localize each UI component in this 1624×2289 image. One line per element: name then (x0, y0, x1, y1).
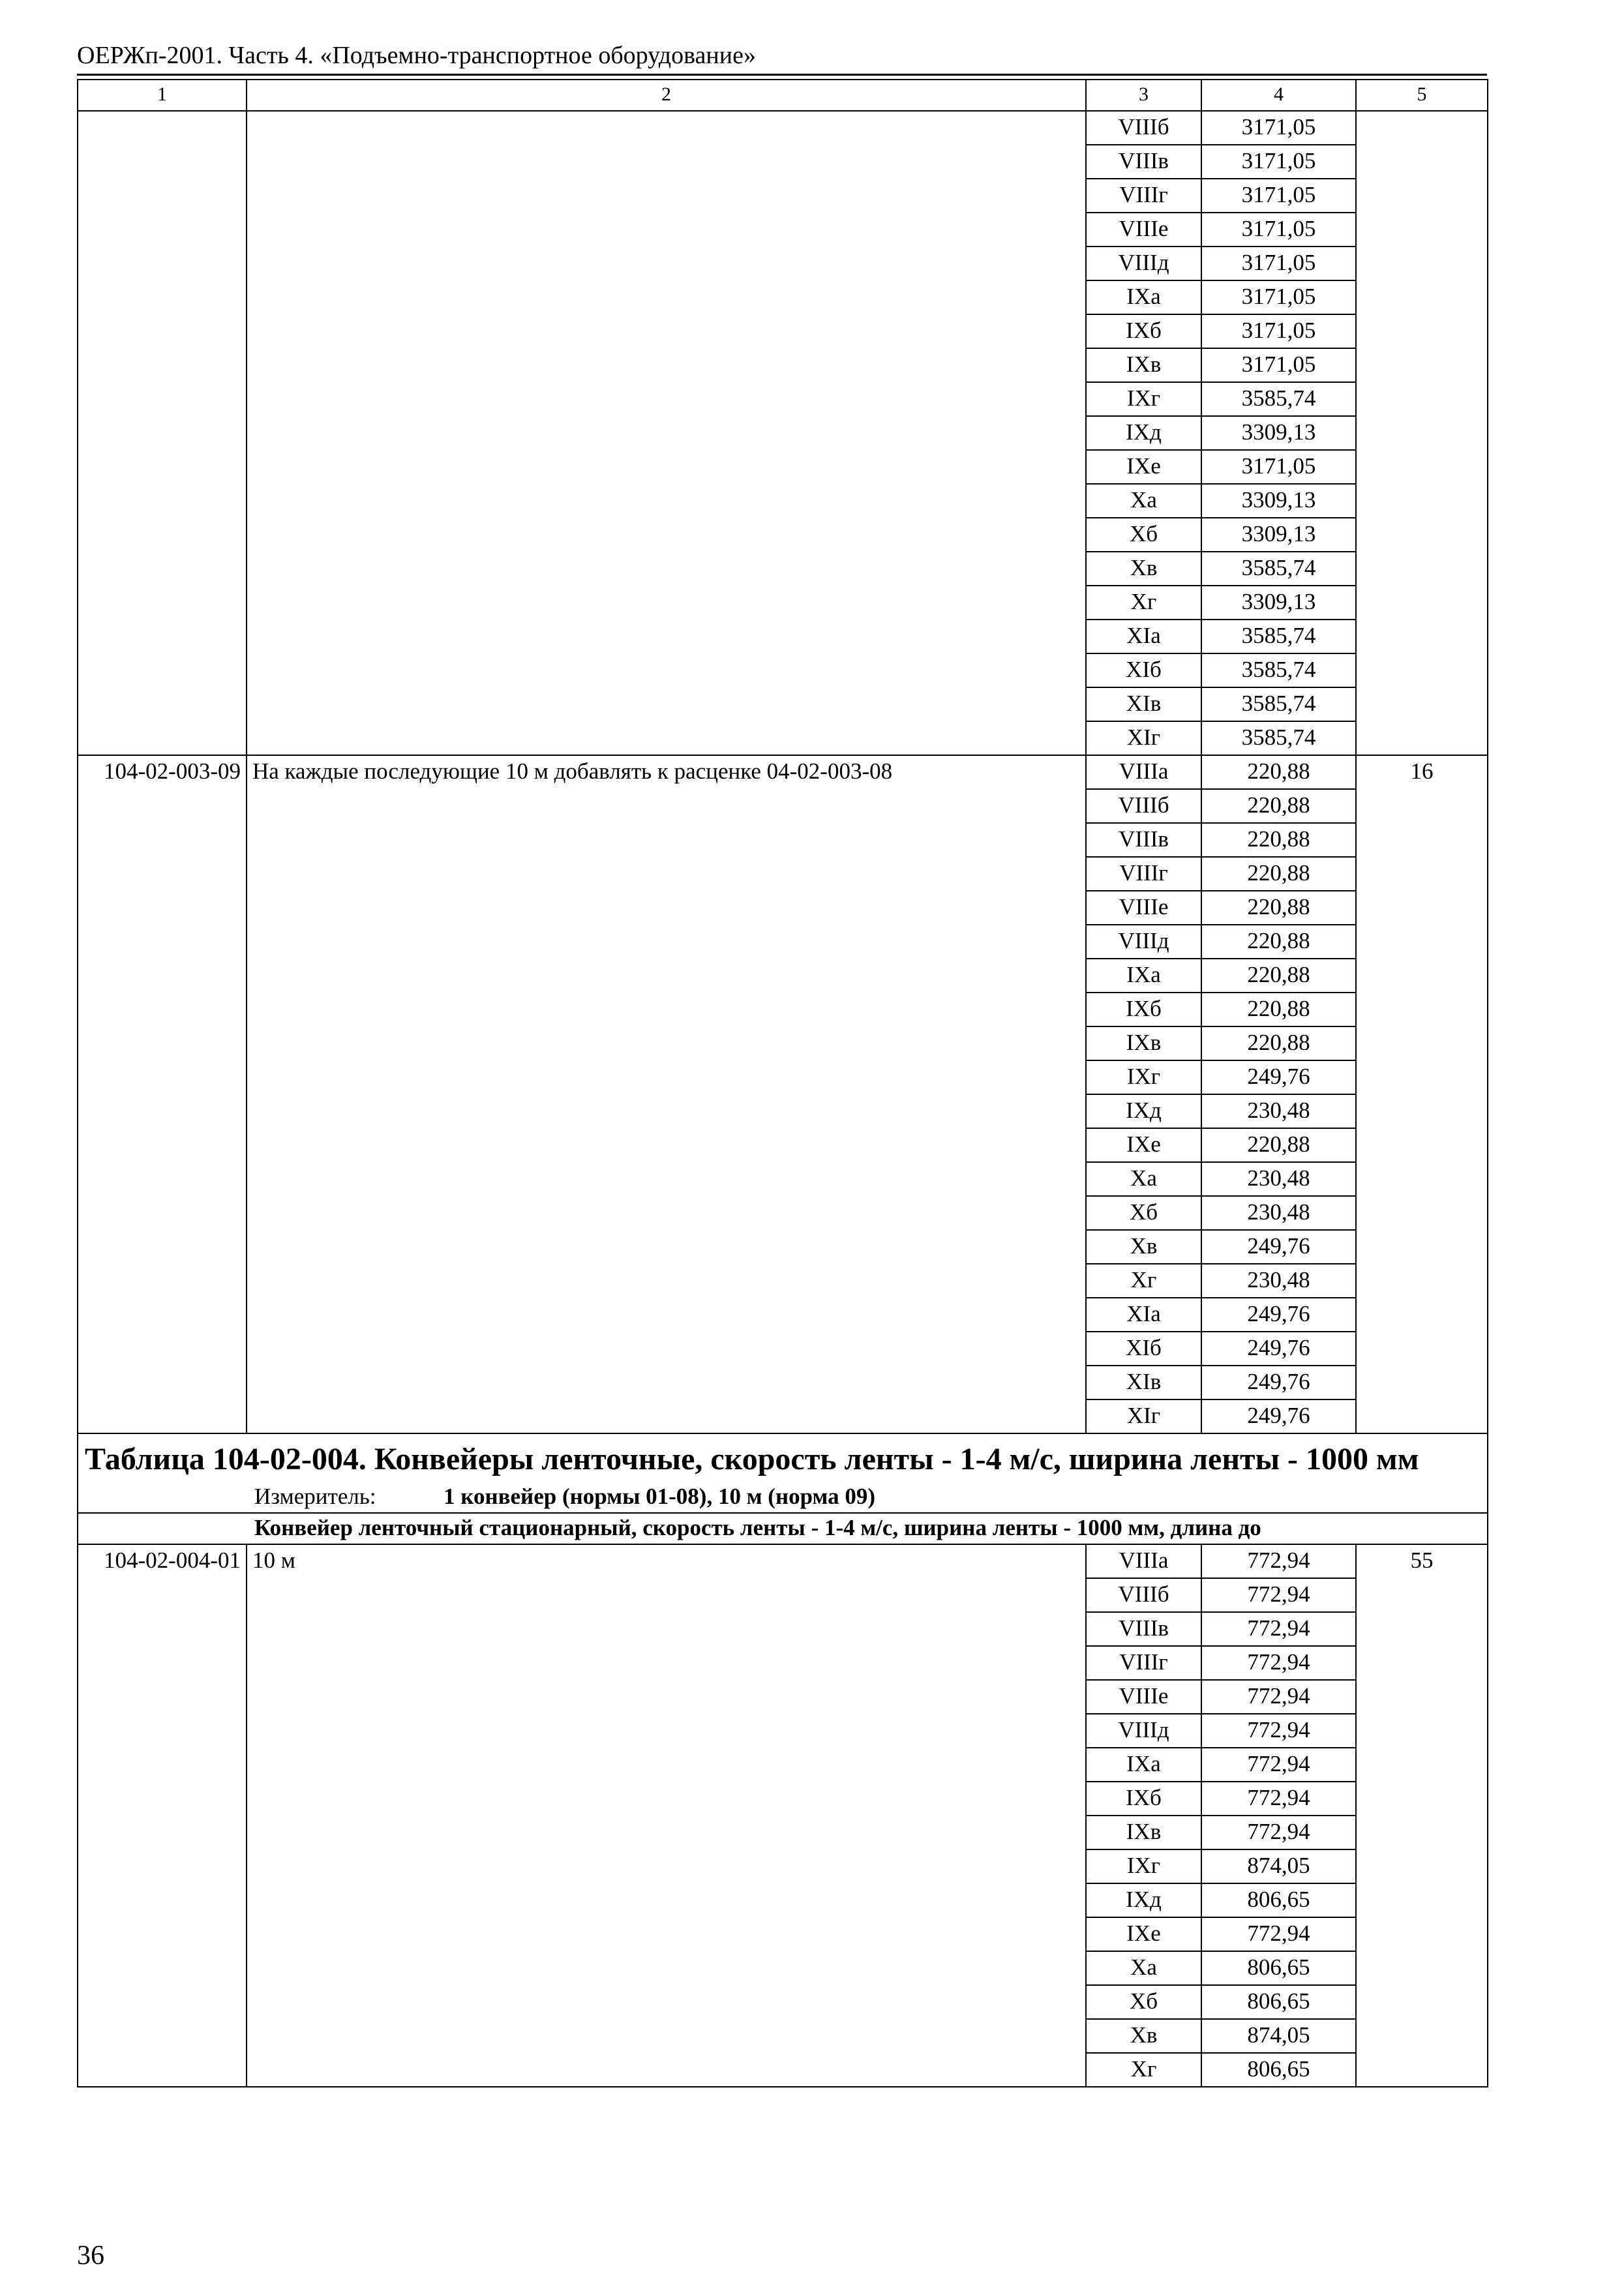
price-value: 806,65 (1201, 1951, 1356, 1985)
zone-code: XIа (1086, 620, 1201, 653)
price-value: 3309,13 (1201, 484, 1356, 518)
price-value: 3171,05 (1201, 348, 1356, 382)
price-value: 772,94 (1201, 1816, 1356, 1849)
meter-value: 1 конвейер (нормы 01-08), 10 м (норма 09) (444, 1484, 876, 1509)
price-value: 3309,13 (1201, 416, 1356, 450)
price-value: 3171,05 (1201, 280, 1356, 314)
price-value: 220,88 (1201, 823, 1356, 857)
price-value: 806,65 (1201, 2053, 1356, 2087)
price-value: 772,94 (1201, 1578, 1356, 1612)
price-value: 249,76 (1201, 1230, 1356, 1264)
zone-code: IXб (1086, 314, 1201, 348)
group-title: Конвейер ленточный стационарный, скорость ленты - 1-4 м/с, ширина ленты - 1000 мм, длина до (254, 1515, 1261, 1540)
zone-code: Xа (1086, 1951, 1201, 1985)
price-value: 772,94 (1201, 1917, 1356, 1951)
zone-code: VIIIг (1086, 179, 1201, 213)
price-value: 249,76 (1201, 1060, 1356, 1094)
zone-code: IXе (1086, 450, 1201, 484)
zone-code: VIIIе (1086, 891, 1201, 925)
column-number: 1 (78, 80, 247, 111)
price-value: 806,65 (1201, 1985, 1356, 2019)
rate-description (247, 111, 1086, 755)
zone-code: XIб (1086, 1332, 1201, 1366)
price-value: 230,48 (1201, 1264, 1356, 1298)
zone-code: XIв (1086, 1366, 1201, 1399)
price-value: 874,05 (1201, 1849, 1356, 1883)
zone-code: VIIIд (1086, 925, 1201, 959)
zone-code: XIв (1086, 687, 1201, 721)
table-row (78, 1544, 1488, 1578)
price-value: 230,48 (1201, 1162, 1356, 1196)
price-value: 3171,05 (1201, 111, 1356, 145)
price-value: 249,76 (1201, 1298, 1356, 1332)
zone-code: IXг (1086, 382, 1201, 416)
zone-code: XIб (1086, 653, 1201, 687)
zone-code: VIIIв (1086, 145, 1201, 179)
price-value: 3171,05 (1201, 213, 1356, 247)
column-number: 3 (1086, 80, 1201, 111)
column-number: 4 (1201, 80, 1356, 111)
zone-code: IXг (1086, 1060, 1201, 1094)
price-value: 220,88 (1201, 1128, 1356, 1162)
price-value: 220,88 (1201, 755, 1356, 789)
labor-value: 16 (1356, 755, 1488, 1433)
zone-code: Xв (1086, 552, 1201, 586)
zone-code: XIг (1086, 1399, 1201, 1433)
zone-code: VIIIе (1086, 1680, 1201, 1714)
zone-code: IXб (1086, 993, 1201, 1026)
price-value: 874,05 (1201, 2019, 1356, 2053)
price-value: 220,88 (1201, 891, 1356, 925)
meter-row (78, 1482, 1488, 1513)
price-value: 772,94 (1201, 1680, 1356, 1714)
zone-code: XIа (1086, 1298, 1201, 1332)
zone-code: IXе (1086, 1128, 1201, 1162)
table-row (78, 111, 1488, 145)
price-value: 3171,05 (1201, 450, 1356, 484)
column-number: 2 (247, 80, 1086, 111)
zone-code: VIIIв (1086, 1612, 1201, 1646)
zone-code: VIIIб (1086, 1578, 1201, 1612)
price-value: 3585,74 (1201, 620, 1356, 653)
rate-code: 104-02-004-01 (78, 1544, 247, 2087)
rate-description: 10 м (247, 1544, 1086, 2087)
price-value: 3585,74 (1201, 552, 1356, 586)
zone-code: VIIIв (1086, 823, 1201, 857)
zone-code: IXв (1086, 1816, 1201, 1849)
price-value: 3171,05 (1201, 179, 1356, 213)
price-value: 230,48 (1201, 1094, 1356, 1128)
price-value: 772,94 (1201, 1748, 1356, 1782)
zone-code: Xг (1086, 1264, 1201, 1298)
price-value: 772,94 (1201, 1782, 1356, 1816)
price-value: 772,94 (1201, 1714, 1356, 1748)
zone-code: IXд (1086, 1883, 1201, 1917)
price-value: 249,76 (1201, 1332, 1356, 1366)
column-number-row (78, 80, 1488, 111)
zone-code: Xа (1086, 484, 1201, 518)
price-table (77, 79, 1488, 2087)
price-value: 3585,74 (1201, 382, 1356, 416)
price-value: 3309,13 (1201, 586, 1356, 620)
labor-value: 55 (1356, 1544, 1488, 2087)
zone-code: IXв (1086, 348, 1201, 382)
price-value: 806,65 (1201, 1883, 1356, 1917)
zone-code: VIIIг (1086, 857, 1201, 891)
table-row (78, 755, 1488, 789)
page-number: 36 (77, 2241, 104, 2271)
rate-code (78, 111, 247, 755)
zone-code: IXб (1086, 1782, 1201, 1816)
price-value: 249,76 (1201, 1366, 1356, 1399)
price-value: 3171,05 (1201, 247, 1356, 280)
meter-label: Измеритель: (254, 1484, 376, 1509)
zone-code: VIIIа (1086, 755, 1201, 789)
zone-code: VIIIа (1086, 1544, 1201, 1578)
zone-code: Xв (1086, 1230, 1201, 1264)
zone-code: IXа (1086, 959, 1201, 993)
rate-description: На каждые последующие 10 м добавлять к расценке 04-02-003-08 (247, 755, 1086, 1433)
price-value: 772,94 (1201, 1612, 1356, 1646)
zone-code: VIIIд (1086, 247, 1201, 280)
price-value: 220,88 (1201, 1026, 1356, 1060)
zone-code: IXв (1086, 1026, 1201, 1060)
zone-code: Xг (1086, 586, 1201, 620)
group-cell (78, 1513, 1488, 1544)
zone-code: Xб (1086, 1196, 1201, 1230)
rate-code: 104-02-003-09 (78, 755, 247, 1433)
zone-code: Xа (1086, 1162, 1201, 1196)
price-value: 220,88 (1201, 959, 1356, 993)
zone-code: VIIIг (1086, 1646, 1201, 1680)
price-value: 3585,74 (1201, 721, 1356, 755)
zone-code: Xб (1086, 518, 1201, 552)
meter-cell (78, 1482, 1488, 1513)
price-value: 249,76 (1201, 1399, 1356, 1433)
zone-code: Xв (1086, 2019, 1201, 2053)
zone-code: Xб (1086, 1985, 1201, 2019)
zone-code: IXд (1086, 1094, 1201, 1128)
price-value: 772,94 (1201, 1544, 1356, 1578)
zone-code: VIIIб (1086, 111, 1201, 145)
price-value: 230,48 (1201, 1196, 1356, 1230)
group-row (78, 1513, 1488, 1544)
price-value: 3171,05 (1201, 145, 1356, 179)
price-value: 220,88 (1201, 993, 1356, 1026)
zone-code: VIIIд (1086, 1714, 1201, 1748)
table-title: Таблица 104-02-004. Конвейеры ленточные, скорость ленты - 1-4 м/с, ширина ленты - 1000 мм (78, 1433, 1488, 1482)
price-value: 772,94 (1201, 1646, 1356, 1680)
zone-code: VIIIб (1086, 789, 1201, 823)
zone-code: IXд (1086, 416, 1201, 450)
zone-code: IXа (1086, 1748, 1201, 1782)
header-rule (77, 74, 1487, 76)
zone-code: VIIIе (1086, 213, 1201, 247)
price-value: 3171,05 (1201, 314, 1356, 348)
column-number: 5 (1356, 80, 1488, 111)
price-value: 3309,13 (1201, 518, 1356, 552)
price-table-body (78, 80, 1488, 2087)
labor-value (1356, 111, 1488, 755)
zone-code: IXе (1086, 1917, 1201, 1951)
zone-code: XIг (1086, 721, 1201, 755)
price-value: 220,88 (1201, 925, 1356, 959)
page-header: ОЕРЖп-2001. Часть 4. «Подъемно-транспортное оборудование» (77, 42, 756, 69)
price-value: 220,88 (1201, 857, 1356, 891)
zone-code: Xг (1086, 2053, 1201, 2087)
price-value: 220,88 (1201, 789, 1356, 823)
price-value: 3585,74 (1201, 653, 1356, 687)
price-value: 3585,74 (1201, 687, 1356, 721)
zone-code: IXг (1086, 1849, 1201, 1883)
table-title-row (78, 1433, 1488, 1482)
zone-code: IXа (1086, 280, 1201, 314)
